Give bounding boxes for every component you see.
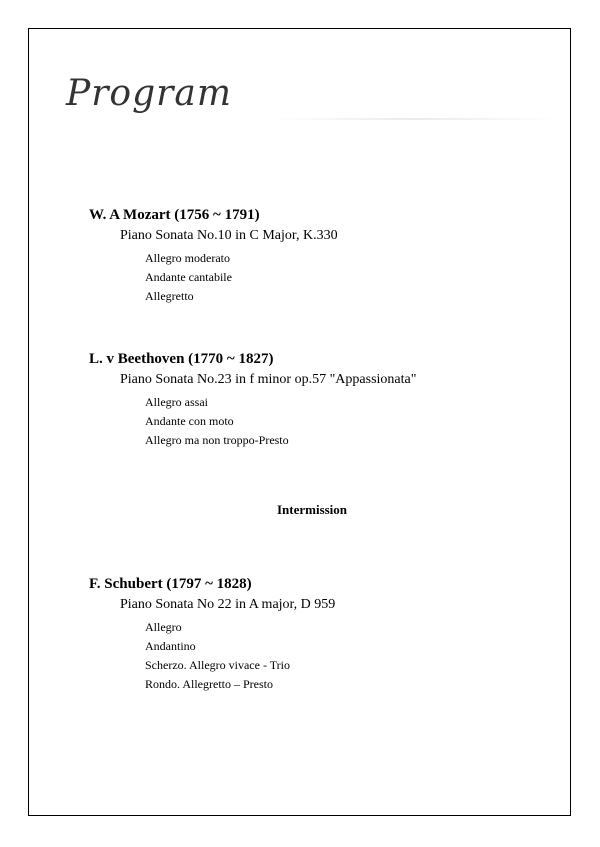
composer-name: W. A Mozart (1756 ~ 1791) — [89, 207, 260, 223]
program-piece-schubert — [89, 575, 559, 694]
work-title: Piano Sonata No 22 in A major, D 959 — [120, 597, 336, 612]
movement-list — [145, 249, 559, 306]
work-title: Piano Sonata No.23 in f minor op.57 "Appassionata" — [120, 372, 417, 387]
composer-name: L. v Beethoven (1770 ~ 1827) — [89, 351, 274, 367]
movement-item: Allegro ma non troppo-Presto — [145, 433, 289, 447]
page-title: Program — [66, 73, 232, 114]
movement-item: Andante cantabile — [145, 270, 232, 284]
movement-item: Allegro — [145, 620, 182, 634]
intermission-label: Intermission — [276, 502, 348, 517]
movement-list — [145, 393, 559, 450]
movement-item: Allegro moderato — [145, 251, 230, 265]
movement-list — [145, 618, 559, 694]
work-title: Piano Sonata No.10 in C Major, K.330 — [120, 228, 338, 243]
movement-item: Scherzo. Allegro vivace - Trio — [145, 658, 290, 672]
movement-item: Allegro assai — [145, 395, 208, 409]
program-piece-mozart — [89, 206, 559, 306]
movement-item: Andantino — [145, 639, 196, 653]
movement-item: Allegretto — [145, 289, 194, 303]
composer-name: F. Schubert (1797 ~ 1828) — [89, 576, 252, 592]
movement-item: Andante con moto — [145, 414, 234, 428]
movement-item: Rondo. Allegretto – Presto — [145, 677, 273, 691]
title-decoration — [270, 118, 560, 120]
program-piece-beethoven — [89, 350, 559, 450]
